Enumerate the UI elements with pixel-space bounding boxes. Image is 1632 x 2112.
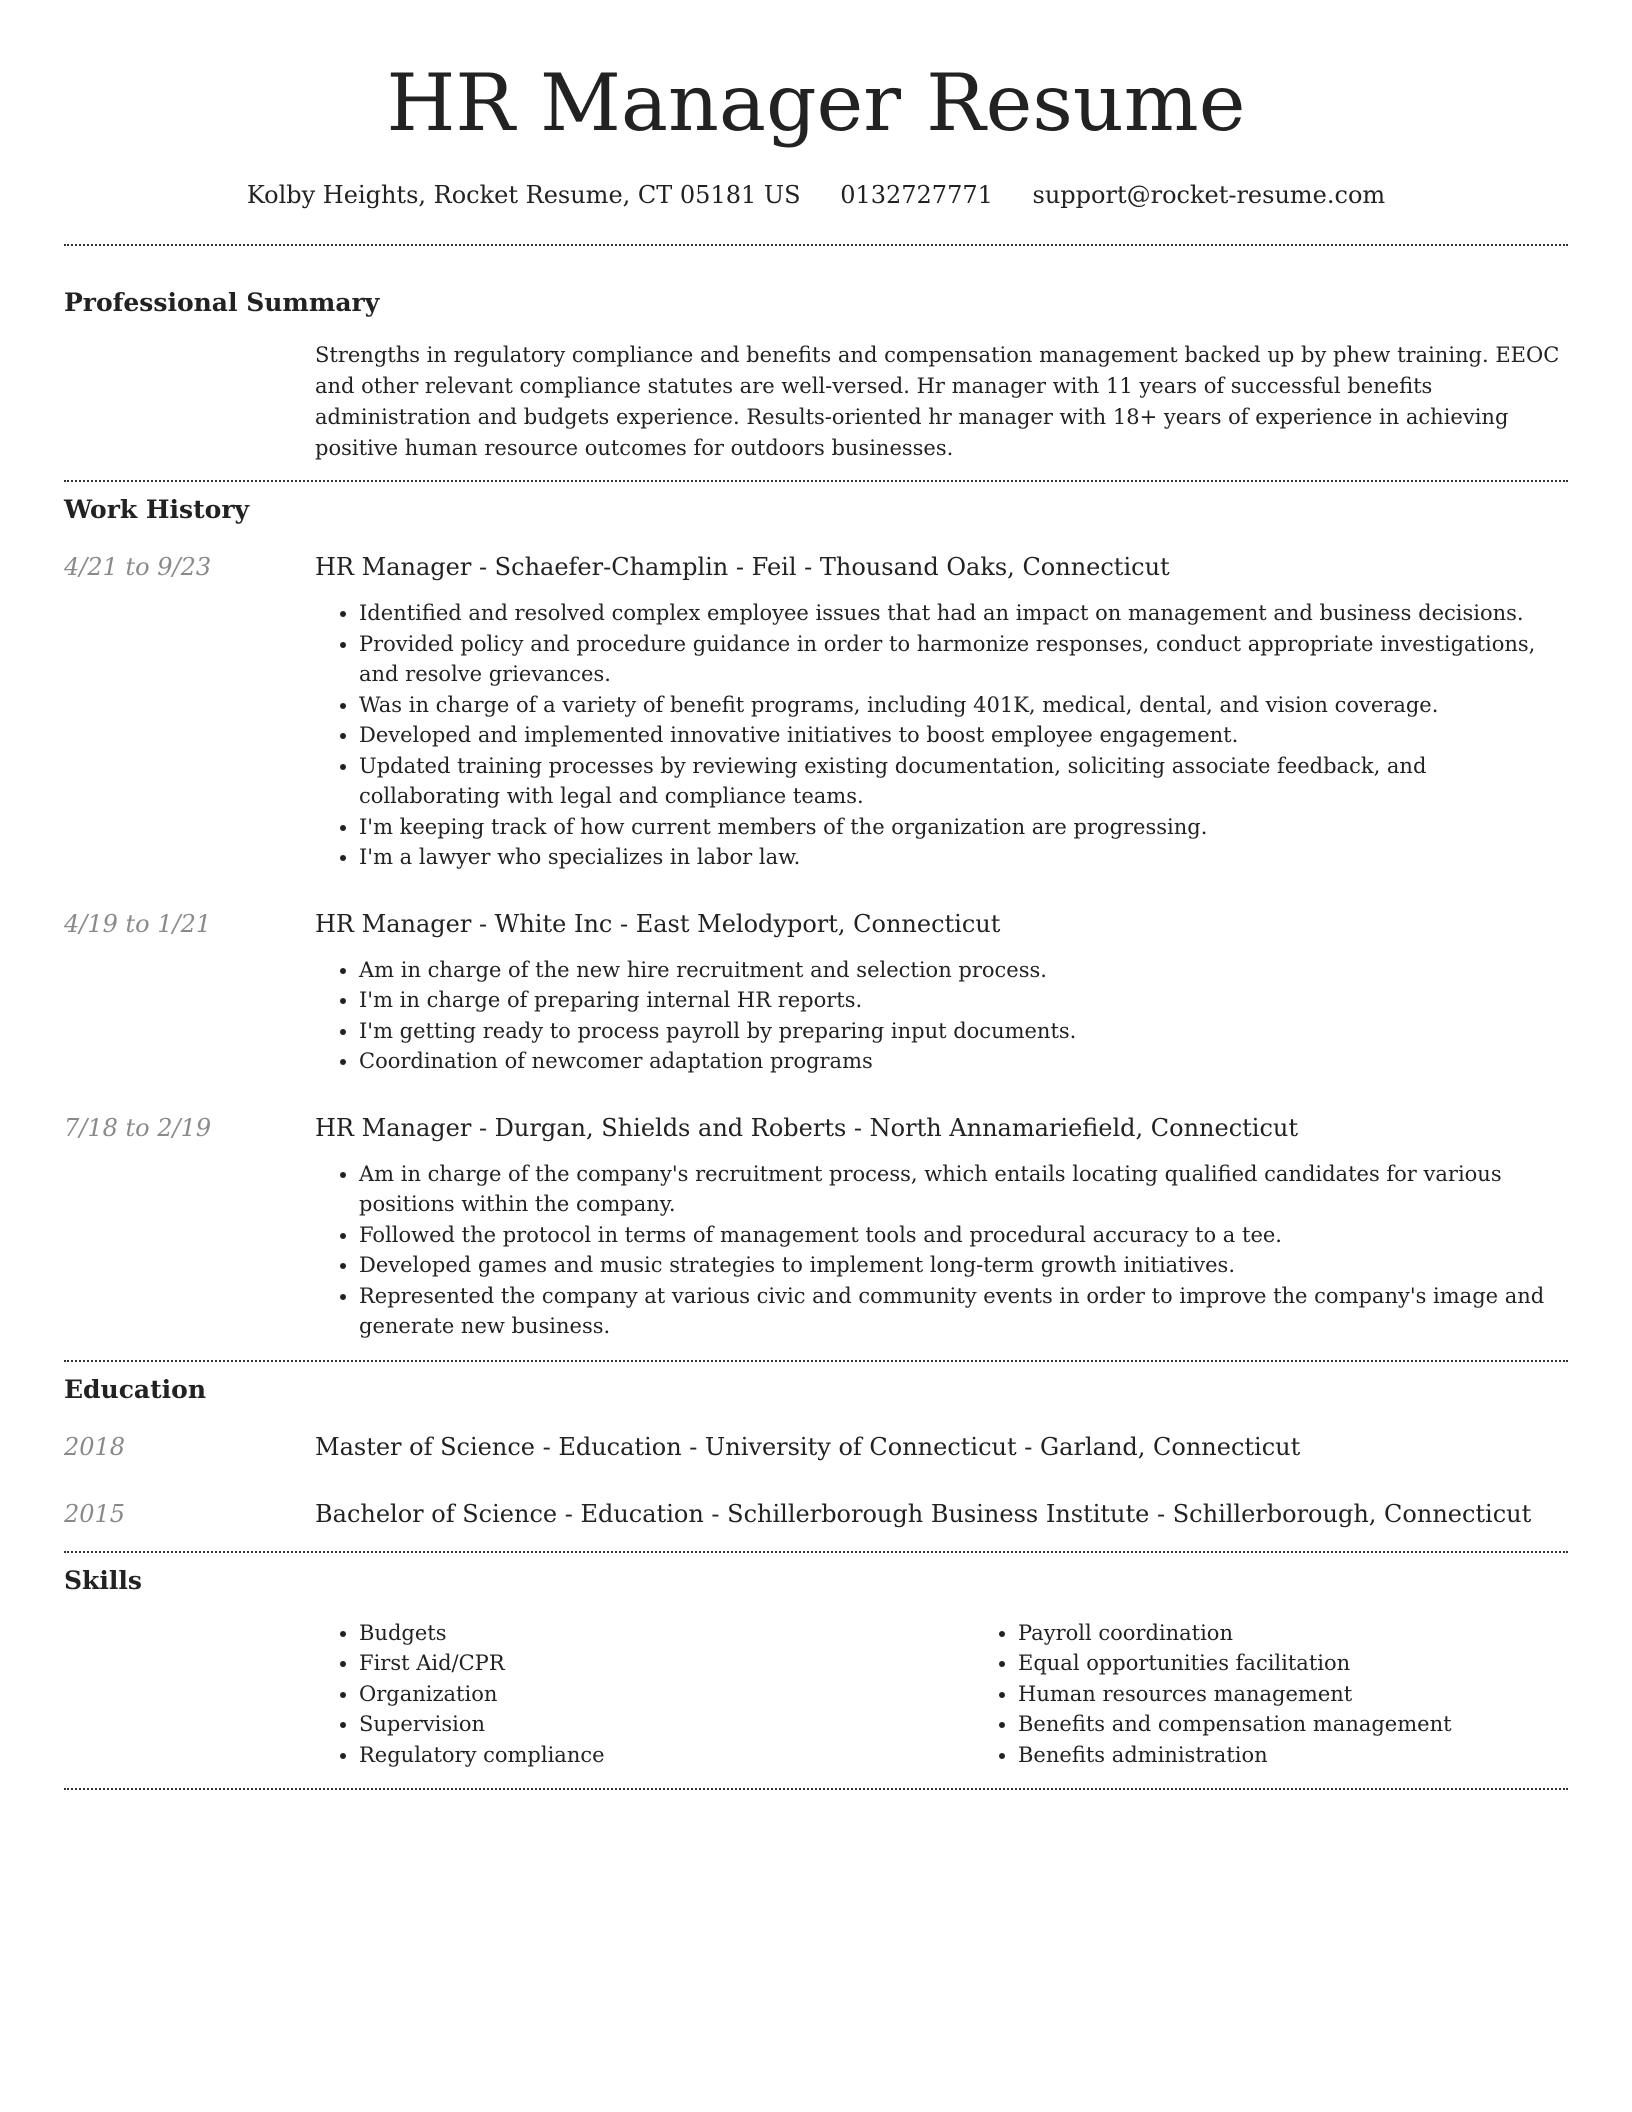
skill-item: • Budgets xyxy=(359,1618,974,1649)
skills-heading: Skills xyxy=(64,1565,142,1595)
list-item: • Updated training processes by reviewing existing documentation, soliciting associate feedback, and collaborating with legal and compliance teams. xyxy=(359,751,1568,812)
job-bullets xyxy=(315,1159,1568,1342)
contact-email: support@rocket-resume.com xyxy=(1032,181,1386,209)
skill-item: • Payroll coordination xyxy=(1018,1618,1632,1649)
skills-spacer xyxy=(64,1618,315,1771)
skill-item: • Supervision xyxy=(359,1709,974,1740)
contact-address: Kolby Heights, Rocket Resume, CT 05181 US xyxy=(246,181,801,209)
list-item: • Provided policy and procedure guidance in order to harmonize responses, conduct appropriate investigations, and resolve grievances. xyxy=(359,629,1568,690)
job-title: HR Manager - Schaefer-Champlin - Feil - Thousand Oaks, Connecticut xyxy=(315,553,1170,581)
contact-line xyxy=(64,178,1568,212)
job-title: HR Manager - White Inc - East Melodyport, Connecticut xyxy=(315,909,1001,938)
job-bullets xyxy=(315,598,1568,873)
education-entry xyxy=(64,1430,1568,1464)
job-dates: 7/18 to 2/19 xyxy=(64,1113,212,1142)
list-item: • Developed games and music strategies to implement long-term growth initiatives. xyxy=(359,1250,1568,1281)
list-item: • I'm in charge of preparing internal HR reports. xyxy=(359,985,1568,1016)
list-item: • I'm keeping track of how current members of the organization are progressing. xyxy=(359,812,1568,843)
skills-section xyxy=(64,1564,1568,1771)
contact-phone: 0132727771 xyxy=(840,181,993,209)
skills-list-left xyxy=(315,1618,974,1771)
divider-header xyxy=(64,244,1568,246)
education-degree: Bachelor of Science - Education - Schillerborough Business Institute - Schillerborough, Connecticut xyxy=(315,1499,1532,1528)
education-entry xyxy=(64,1497,1568,1531)
job-bullets xyxy=(315,955,1568,1077)
education-degree: Master of Science - Education - University of Connecticut - Garland, Connecticut xyxy=(315,1432,1301,1461)
list-item: • Am in charge of the company's recruitment process, which entails locating qualified candidates for various positions within the company. xyxy=(359,1159,1568,1220)
summary-spacer xyxy=(64,340,315,464)
skills-columns xyxy=(315,1618,1632,1771)
summary-heading: Professional Summary xyxy=(64,288,380,317)
list-item: • Represented the company at various civic and community events in order to improve the company's image and generate new business. xyxy=(359,1281,1568,1342)
work-heading: Work History xyxy=(64,495,250,524)
list-item: • Identified and resolved complex employee issues that had an impact on management and business decisions. xyxy=(359,598,1568,629)
list-item: • I'm a lawyer who specializes in labor law. xyxy=(359,842,1568,873)
skill-item: • Organization xyxy=(359,1679,974,1710)
resume-title: HR Manager Resume xyxy=(386,57,1246,149)
list-item: • Was in charge of a variety of benefit programs, including 401K, medical, dental, and vision coverage. xyxy=(359,690,1568,721)
skill-item: • Regulatory compliance xyxy=(359,1740,974,1771)
job-entry xyxy=(64,907,1568,1077)
skill-item: • Benefits and compensation management xyxy=(1018,1709,1632,1740)
skill-item: • Benefits administration xyxy=(1018,1740,1632,1771)
education-heading: Education xyxy=(64,1374,207,1404)
skill-item: • Equal opportunities facilitation xyxy=(1018,1648,1632,1679)
education-year: 2015 xyxy=(64,1499,126,1528)
list-item: • I'm getting ready to process payroll by preparing input documents. xyxy=(359,1016,1568,1047)
divider-summary xyxy=(64,480,1568,482)
divider-education xyxy=(64,1551,1568,1553)
work-section xyxy=(64,493,1568,1342)
divider-skills xyxy=(64,1788,1568,1790)
education-year: 2018 xyxy=(64,1432,126,1461)
summary-section xyxy=(64,286,1568,464)
list-item: • Am in charge of the new hire recruitment and selection process. xyxy=(359,955,1568,986)
summary-text: Strengths in regulatory compliance and benefits and compensation management backed up by phew training. EEOC and other relevant compliance statutes are well-versed. Hr manager with 11 years of successful benefits administration and budgets experience. Results-oriented hr manager with 18+ years of experience in achieving positive human resource outcomes for outdoors businesses. xyxy=(315,343,1560,460)
list-item: • Developed and implemented innovative initiatives to boost employee engagement. xyxy=(359,720,1568,751)
list-item: • Followed the protocol in terms of management tools and procedural accuracy to a tee. xyxy=(359,1220,1568,1251)
job-dates: 4/19 to 1/21 xyxy=(64,909,212,938)
job-title: HR Manager - Durgan, Shields and Roberts - North Annamariefield, Connecticut xyxy=(315,1113,1299,1142)
education-section xyxy=(64,1373,1568,1531)
list-item: • Coordination of newcomer adaptation programs xyxy=(359,1046,1568,1077)
divider-work xyxy=(64,1360,1568,1362)
skill-item: • First Aid/CPR xyxy=(359,1648,974,1679)
job-dates: 4/21 to 9/23 xyxy=(64,553,212,581)
job-entry xyxy=(64,550,1568,873)
skill-item: • Human resources management xyxy=(1018,1679,1632,1710)
job-entry xyxy=(64,1111,1568,1342)
skills-list-right xyxy=(974,1618,1632,1771)
